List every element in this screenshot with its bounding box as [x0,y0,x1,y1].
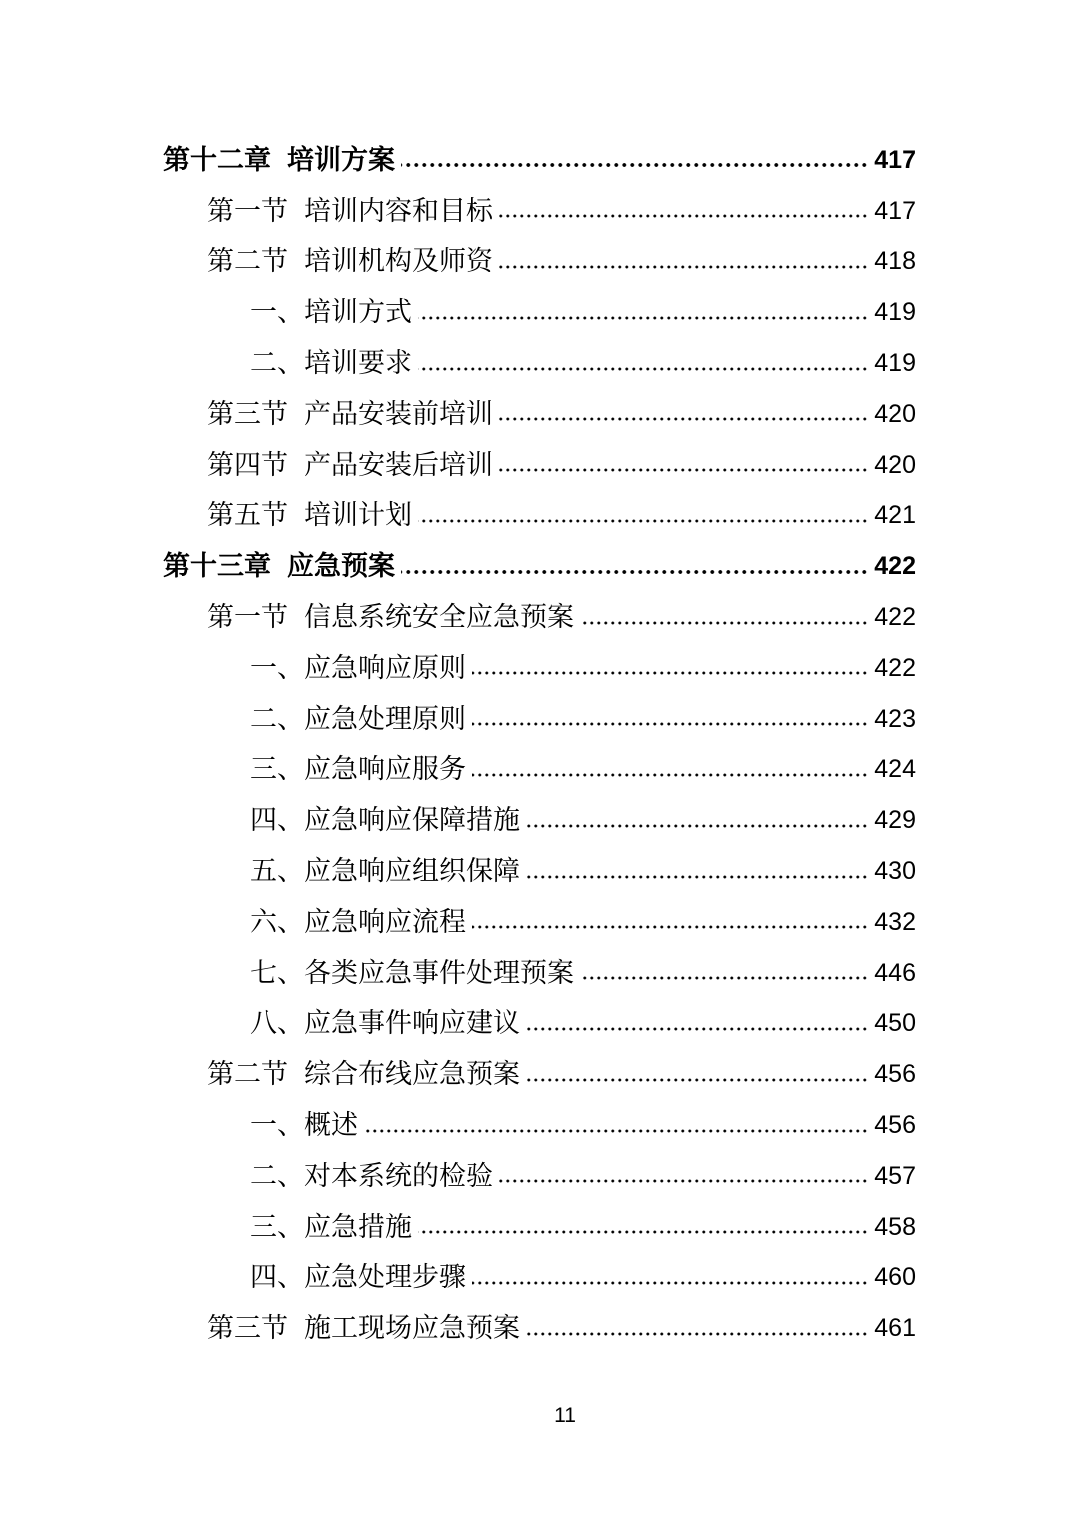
toc-entry[interactable] [0,1202,1080,1253]
toc-entry-prefix: 三、 [250,1211,304,1243]
toc-entry-prefix: 第十二章 [163,144,271,176]
toc-entry-page: 461 [874,1314,916,1343]
toc-entry-page: 458 [874,1212,916,1241]
toc-entry[interactable] [0,338,1080,389]
toc-entry-title: 应急响应保障措施 [304,805,520,837]
dot-leader [472,924,868,930]
toc-entry[interactable] [0,795,1080,846]
toc-entry[interactable] [0,541,1080,592]
toc-entry[interactable] [0,999,1080,1050]
toc-entry-title: 培训要求 [304,348,412,380]
toc-entry-page: 460 [874,1263,916,1292]
toc-entry-title: 综合布线应急预案 [304,1059,520,1091]
toc-entry[interactable] [0,948,1080,999]
toc-entry-prefix: 三、 [250,754,304,786]
toc-entry-prefix: 一、 [250,652,304,684]
toc-entry-prefix: 第三节 [207,1313,288,1345]
toc-entry-title: 培训方式 [304,297,412,329]
toc-entry-page: 422 [874,552,916,581]
toc-entry-page: 450 [874,1009,916,1038]
toc-entry-page: 421 [874,501,916,530]
toc-entry-prefix: 七、 [250,957,304,989]
toc-entry-title: 应急处理原则 [304,703,466,735]
toc-entry-prefix: 第一节 [207,602,288,634]
toc-entry-title: 培训方案 [287,144,395,176]
dot-leader [526,823,868,829]
toc-entry-title: 培训机构及师资 [304,246,493,278]
toc-entry-title: 培训内容和目标 [304,195,493,227]
toc-entry-title: 施工现场应急预案 [304,1313,520,1345]
toc-entry[interactable] [0,643,1080,694]
toc-entry-prefix: 第五节 [207,500,288,532]
dot-leader [472,721,868,727]
dot-leader [418,366,868,372]
toc-entry-page: 420 [874,399,916,428]
toc-entry[interactable] [0,846,1080,897]
toc-entry-title: 产品安装前培训 [304,398,493,430]
toc-entry-prefix: 一、 [250,1110,304,1142]
dot-leader [526,1026,868,1032]
toc-entry-prefix: 四、 [250,805,304,837]
toc-entry-title: 应急响应组织保障 [304,856,520,888]
dot-leader [472,670,868,676]
toc-entry-title: 应急措施 [304,1211,412,1243]
toc-entry-prefix: 二、 [250,348,304,380]
dot-leader [580,975,868,981]
toc-entry-page: 417 [874,196,916,225]
dot-leader [418,315,868,321]
toc-entry-prefix: 四、 [250,1262,304,1294]
dot-leader [472,1280,868,1286]
toc-entry-prefix: 第十三章 [163,551,271,583]
toc-entry-title: 各类应急事件处理预案 [304,957,574,989]
toc-entry-title: 产品安装后培训 [304,449,493,481]
toc-entry[interactable] [0,440,1080,491]
toc-entry-title: 应急处理步骤 [304,1262,466,1294]
dot-leader [526,874,868,880]
toc-entry-title: 对本系统的检验 [304,1160,493,1192]
toc-entry-title: 信息系统安全应急预案 [304,602,574,634]
toc-entry[interactable] [0,237,1080,288]
toc-entry[interactable] [0,1100,1080,1151]
dot-leader [499,467,868,473]
toc-entry-page: 420 [874,450,916,479]
dot-leader [401,162,868,168]
toc-entry[interactable] [0,897,1080,948]
toc-entry-prefix: 五、 [250,856,304,888]
toc-entry-page: 418 [874,247,916,276]
dot-leader [526,1331,868,1337]
toc-entry-title: 概述 [304,1110,358,1142]
toc-entry-page: 419 [874,349,916,378]
dot-leader [526,1077,868,1083]
toc-entry-prefix: 第三节 [207,398,288,430]
toc-entry-title: 应急响应原则 [304,652,466,684]
toc-entry[interactable] [0,186,1080,237]
dot-leader [580,620,868,626]
dot-leader [499,416,868,422]
toc-entry-prefix: 一、 [250,297,304,329]
dot-leader [499,213,868,219]
toc-entry-page: 417 [874,145,916,174]
toc-entry-page: 429 [874,806,916,835]
dot-leader [401,569,868,575]
page-number: 11 [554,1404,576,1427]
toc-entry[interactable] [0,491,1080,542]
toc-entry[interactable] [0,1151,1080,1202]
toc-entry-prefix: 八、 [250,1008,304,1040]
toc-entry[interactable] [0,1253,1080,1304]
toc-entry-title: 应急响应流程 [304,906,466,938]
toc-entry[interactable] [0,1303,1080,1354]
toc-entry[interactable] [0,592,1080,643]
toc-entry[interactable] [0,694,1080,745]
dot-leader [364,1128,868,1134]
toc-entry-page: 430 [874,857,916,886]
toc-entry-page: 422 [874,603,916,632]
toc-entry-page: 456 [874,1111,916,1140]
dot-leader [472,772,868,778]
toc-entry[interactable] [0,287,1080,338]
toc-entry-title: 应急预案 [287,551,395,583]
dot-leader [499,1178,868,1184]
toc-entry[interactable] [0,745,1080,796]
toc-entry-prefix: 二、 [250,1160,304,1192]
toc-entry-page: 422 [874,653,916,682]
toc-entry-title: 应急响应服务 [304,754,466,786]
toc-entry-title: 应急事件响应建议 [304,1008,520,1040]
toc-entry-page: 423 [874,704,916,733]
toc-entry-title: 培训计划 [304,500,412,532]
toc-entry[interactable] [0,389,1080,440]
dot-leader [418,518,868,524]
toc-entry-page: 432 [874,907,916,936]
toc-entry-prefix: 六、 [250,906,304,938]
toc-entry-page: 456 [874,1060,916,1089]
toc-entry[interactable] [0,135,1080,186]
dot-leader [499,264,868,270]
toc-entry-prefix: 第二节 [207,246,288,278]
table-of-contents [0,135,1080,1354]
toc-entry-page: 457 [874,1161,916,1190]
toc-entry-page: 424 [874,755,916,784]
toc-entry-prefix: 第四节 [207,449,288,481]
toc-entry-page: 419 [874,298,916,327]
dot-leader [418,1229,868,1235]
toc-entry-prefix: 第二节 [207,1059,288,1091]
toc-entry-prefix: 第一节 [207,195,288,227]
toc-entry-prefix: 二、 [250,703,304,735]
toc-entry-page: 446 [874,958,916,987]
toc-entry[interactable] [0,1049,1080,1100]
